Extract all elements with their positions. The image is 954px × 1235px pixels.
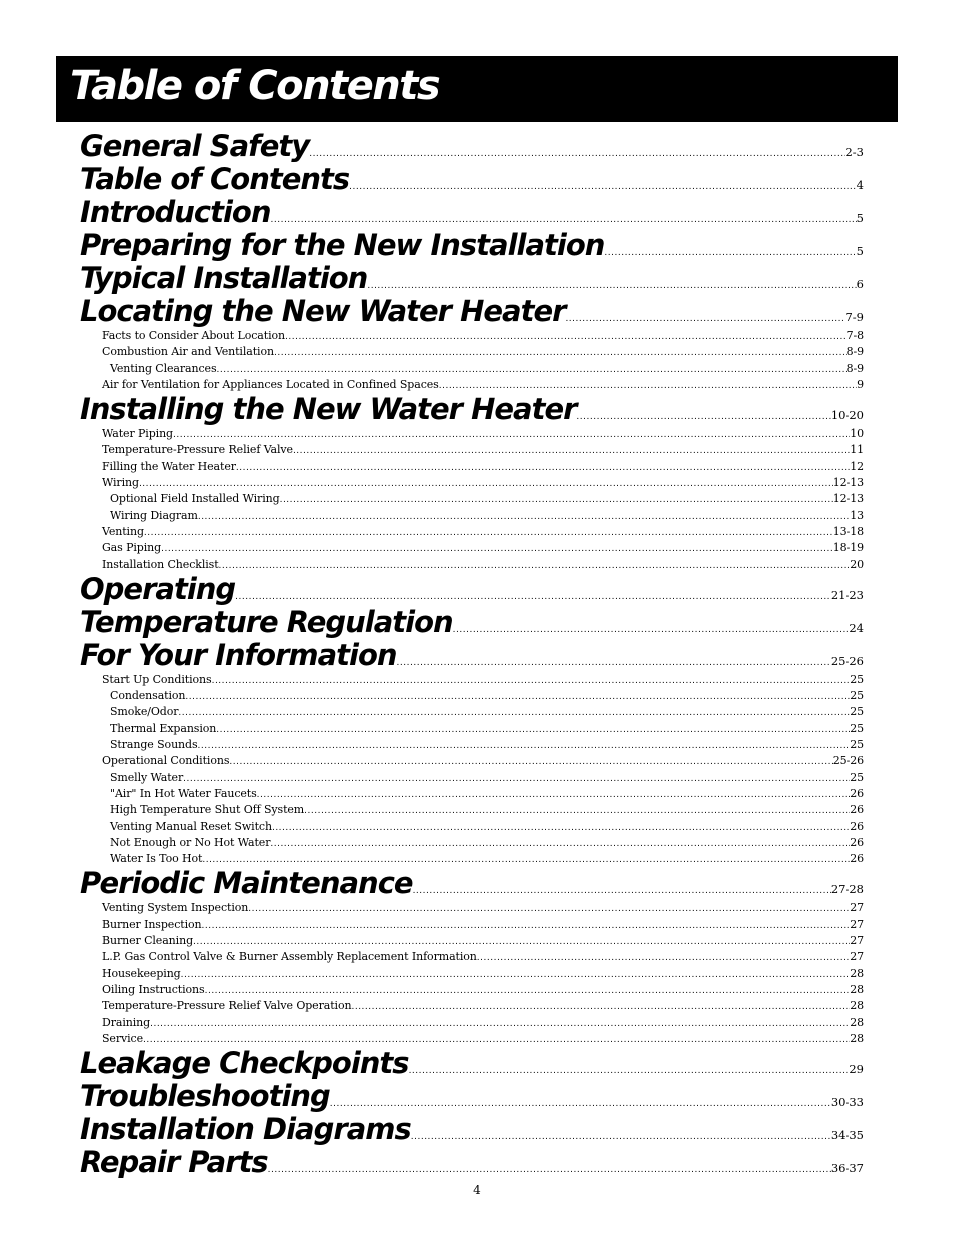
toc-entry-page: 7-8 — [846, 329, 864, 342]
toc-section-entry[interactable] — [80, 229, 864, 262]
toc-entry-page: 27 — [850, 901, 864, 915]
toc-entry-label: Burner Inspection — [102, 917, 202, 931]
toc-entry-label: Troubleshooting — [80, 1079, 330, 1114]
toc-section-entry[interactable] — [80, 867, 864, 900]
toc-entry-label: Installation Checklist — [102, 557, 219, 571]
toc-dot-leader — [349, 183, 857, 192]
toc-subsection-entry[interactable] — [80, 786, 864, 802]
toc-dot-leader — [439, 382, 857, 391]
toc-section-entry[interactable] — [80, 262, 864, 295]
toc-entry-page: 28 — [850, 1031, 864, 1045]
title-banner — [56, 56, 898, 122]
toc-entry-label: Start Up Conditions — [102, 672, 212, 686]
toc-entry-page: 25 — [850, 689, 864, 703]
toc-entry-label: Draining — [102, 1015, 151, 1029]
toc-subsection-entry[interactable] — [80, 753, 864, 769]
toc-entry-page: 25 — [850, 672, 864, 686]
toc-entry-label: Water Is Too Hot — [110, 852, 203, 866]
toc-subsection-entry[interactable] — [80, 835, 864, 851]
toc-entry-label: Wiring — [102, 476, 139, 490]
toc-entry-label: Leakage Checkpoints — [80, 1046, 409, 1081]
page-number: 4 — [473, 1183, 481, 1197]
toc-subsection-entry[interactable] — [80, 1015, 864, 1031]
toc-entry-page: 27 — [850, 917, 864, 931]
toc-dot-leader — [604, 249, 856, 258]
toc-entry-label: Introduction — [80, 195, 271, 229]
toc-dot-leader — [268, 1166, 831, 1175]
toc-entry-label: Venting — [102, 524, 144, 538]
toc-entry-page: 8-9 — [846, 361, 864, 375]
toc-dot-leader — [150, 1020, 850, 1029]
toc-entry-label: Smelly Water — [110, 770, 184, 784]
toc-entry-page: 7-9 — [845, 310, 864, 324]
toc-entry-page: 28 — [850, 982, 864, 996]
toc-entry-page: 25 — [850, 770, 864, 784]
toc-subsection-entry[interactable] — [80, 704, 864, 720]
toc-section-entry[interactable] — [80, 1047, 864, 1080]
toc-entry-label: Burner Cleaning — [102, 934, 194, 948]
toc-entry-page: 13 — [850, 508, 864, 522]
toc-entry-label: Wiring Diagram — [110, 508, 198, 522]
toc-subsection-entry[interactable] — [80, 475, 864, 491]
toc-entry-label: Preparing for the New Installation — [80, 228, 605, 262]
toc-entry-label: Strange Sounds — [110, 738, 198, 752]
toc-subsection-entry[interactable] — [80, 426, 864, 442]
toc-entry-label: Installation Diagrams — [80, 1112, 411, 1147]
toc-dot-leader — [216, 726, 850, 735]
toc-entry-page: 12 — [850, 459, 864, 473]
toc-entry-label: "Air" In Hot Water Faucets — [110, 786, 257, 800]
toc-section-entry[interactable] — [80, 606, 864, 639]
toc-entry-page: 10-20 — [830, 408, 864, 423]
toc-dot-leader — [367, 282, 856, 291]
toc-entry-page: 34-35 — [830, 1128, 864, 1143]
toc-dot-leader — [198, 742, 851, 751]
toc-subsection-entry[interactable] — [80, 819, 864, 835]
toc-subsection-entry[interactable] — [80, 900, 864, 916]
toc-entry-label: General Safety — [80, 129, 310, 163]
toc-entry-label: Operational Conditions — [102, 754, 230, 768]
toc-entry-label: Not Enough or No Hot Water — [110, 835, 271, 849]
toc-dot-leader — [248, 905, 850, 914]
toc-dot-leader — [236, 464, 850, 473]
toc-dot-leader — [270, 840, 850, 849]
toc-entry-label: Temperature-Pressure Relief Valve — [102, 443, 293, 457]
toc-subsection-entry[interactable] — [80, 540, 864, 556]
toc-entry-page: 26 — [850, 803, 864, 817]
toc-entry-page: 4 — [856, 178, 864, 192]
toc-entry-label: Combustion Air and Ventilation — [102, 345, 274, 359]
toc-entry-label: Repair Parts — [80, 1145, 268, 1180]
toc-subsection-entry[interactable] — [80, 802, 864, 818]
toc-entry-label: Venting Manual Reset Switch — [110, 819, 272, 833]
toc-entry-label: Venting Clearances — [110, 361, 217, 375]
toc-dot-leader — [235, 593, 831, 602]
toc-section-entry[interactable] — [80, 163, 864, 196]
toc-entry-label: Temperature Regulation — [80, 604, 453, 639]
toc-entry-page: 2-3 — [845, 145, 864, 159]
toc-section-entry[interactable] — [80, 1146, 864, 1179]
toc-entry-page: 5 — [856, 211, 864, 225]
toc-dot-leader — [413, 887, 831, 896]
toc-subsection-entry[interactable] — [80, 737, 864, 753]
toc-subsection-entry[interactable] — [80, 721, 864, 737]
toc-entry-page: 12-13 — [832, 476, 864, 490]
toc-dot-leader — [193, 938, 850, 947]
toc-entry-page: 21-23 — [830, 587, 864, 602]
toc-entry-page: 20 — [850, 557, 864, 571]
toc-dot-leader — [576, 413, 830, 422]
toc-dot-leader — [198, 513, 850, 522]
toc-entry-page: 26 — [850, 786, 864, 800]
toc-dot-leader — [229, 758, 832, 767]
toc-entry-label: Optional Field Installed Wiring — [110, 492, 280, 506]
toc-dot-leader — [411, 1133, 831, 1142]
toc-entry-label: Condensation — [110, 689, 186, 703]
toc-subsection-entry[interactable] — [80, 328, 864, 344]
toc-entry-label: Installing the New Water Heater — [80, 392, 577, 427]
toc-dot-leader — [293, 447, 850, 456]
toc-entry-page: 8-9 — [846, 345, 864, 359]
toc-entry-page: 29 — [849, 1062, 864, 1077]
toc-dot-leader — [409, 1067, 850, 1076]
toc-entry-page: 26 — [850, 819, 864, 833]
toc-subsection-entry[interactable] — [80, 982, 864, 998]
toc-subsection-entry[interactable] — [80, 851, 864, 867]
toc-entry-page: 28 — [850, 1015, 864, 1029]
table-of-contents — [80, 130, 864, 1179]
toc-entry-label: Temperature-Pressure Relief Valve Operation — [102, 999, 352, 1013]
toc-subsection-entry[interactable] — [80, 377, 864, 393]
toc-dot-leader — [304, 807, 850, 816]
toc-subsection-entry[interactable] — [80, 491, 864, 507]
toc-section-entry[interactable] — [80, 295, 864, 328]
toc-entry-page: 13-18 — [832, 524, 864, 538]
toc-dot-leader — [185, 693, 850, 702]
toc-subsection-entry[interactable] — [80, 672, 864, 688]
toc-section-entry[interactable] — [80, 1113, 864, 1146]
toc-dot-leader — [351, 1003, 850, 1012]
toc-subsection-entry[interactable] — [80, 442, 864, 458]
toc-entry-label: Smoke/Odor — [110, 705, 179, 719]
toc-entry-page: 25-26 — [832, 754, 864, 768]
toc-entry-page: 6 — [856, 277, 864, 291]
toc-entry-label: High Temperature Shut Off System — [110, 803, 305, 817]
page-title: Table of Contents — [70, 63, 440, 109]
toc-entry-label: Venting System Inspection — [102, 901, 249, 915]
toc-dot-leader — [212, 677, 851, 686]
toc-entry-label: Service — [102, 1031, 144, 1045]
toc-subsection-entry[interactable] — [80, 949, 864, 965]
toc-subsection-entry[interactable] — [80, 688, 864, 704]
toc-entry-label: Facts to Consider About Location — [102, 329, 285, 342]
toc-section-entry[interactable] — [80, 573, 864, 606]
toc-subsection-entry[interactable] — [80, 998, 864, 1014]
toc-section-entry[interactable] — [80, 639, 864, 672]
toc-subsection-entry[interactable] — [80, 933, 864, 949]
toc-entry-page: 36-37 — [830, 1161, 864, 1176]
toc-entry-page: 27 — [850, 950, 864, 964]
toc-subsection-entry[interactable] — [80, 966, 864, 982]
toc-dot-leader — [144, 529, 833, 538]
toc-dot-leader — [285, 333, 847, 342]
toc-dot-leader — [181, 971, 851, 980]
toc-dot-leader — [217, 366, 847, 375]
toc-entry-label: Water Piping — [102, 427, 173, 441]
toc-entry-page: 5 — [856, 244, 864, 258]
toc-entry-page: 25 — [850, 721, 864, 735]
toc-entry-page: 27-28 — [830, 882, 864, 897]
toc-entry-label: Table of Contents — [80, 162, 350, 196]
toc-entry-label: Typical Installation — [80, 261, 368, 295]
toc-entry-label: Locating the New Water Heater — [80, 294, 566, 328]
toc-entry-label: Filling the Water Heater — [102, 459, 236, 473]
toc-entry-page: 26 — [850, 835, 864, 849]
toc-subsection-entry[interactable] — [80, 459, 864, 475]
toc-dot-leader — [280, 496, 833, 505]
toc-dot-leader — [202, 856, 850, 865]
toc-dot-leader — [202, 922, 851, 931]
toc-entry-label: Housekeeping — [102, 966, 181, 980]
toc-entry-label: L.P. Gas Control Valve & Burner Assembly Replacement Information — [102, 950, 477, 964]
toc-dot-leader — [143, 1036, 850, 1045]
toc-dot-leader — [183, 775, 850, 784]
toc-dot-leader — [173, 431, 850, 440]
toc-dot-leader — [274, 349, 847, 358]
toc-subsection-entry[interactable] — [80, 361, 864, 377]
toc-section-entry[interactable] — [80, 196, 864, 229]
toc-entry-label: Oiling Instructions — [102, 982, 205, 996]
toc-entry-label: Air for Ventilation for Appliances Located in Confined Spaces — [102, 377, 439, 391]
toc-entry-page: 9 — [857, 377, 864, 391]
toc-dot-leader — [397, 659, 831, 668]
toc-dot-leader — [272, 824, 850, 833]
toc-entry-page: 18-19 — [832, 541, 864, 555]
toc-entry-page: 28 — [850, 999, 864, 1013]
toc-entry-page: 24 — [849, 620, 864, 635]
toc-entry-page: 26 — [850, 852, 864, 866]
toc-dot-leader — [257, 791, 851, 800]
toc-entry-page: 12-13 — [832, 492, 864, 506]
toc-entry-label: Gas Piping — [102, 541, 162, 555]
toc-dot-leader — [271, 216, 857, 225]
toc-dot-leader — [139, 480, 833, 489]
toc-dot-leader — [453, 626, 850, 635]
toc-dot-leader — [178, 709, 850, 718]
toc-entry-page: 11 — [850, 443, 864, 457]
toc-dot-leader — [309, 150, 845, 159]
toc-subsection-entry[interactable] — [80, 508, 864, 524]
toc-subsection-entry[interactable] — [80, 557, 864, 573]
toc-entry-page: 27 — [850, 934, 864, 948]
toc-entry-label: Periodic Maintenance — [80, 866, 413, 901]
toc-entry-page: 28 — [850, 966, 864, 980]
toc-section-entry[interactable] — [80, 130, 864, 163]
toc-dot-leader — [330, 1100, 831, 1109]
toc-entry-label: Operating — [80, 571, 236, 606]
toc-subsection-entry[interactable] — [80, 344, 864, 360]
toc-entry-page: 30-33 — [830, 1095, 864, 1110]
toc-entry-page: 25 — [850, 738, 864, 752]
toc-subsection-entry[interactable] — [80, 1031, 864, 1047]
toc-entry-page: 25 — [850, 705, 864, 719]
toc-dot-leader — [477, 954, 850, 963]
toc-entry-page: 10 — [850, 427, 864, 441]
toc-entry-label: For Your Information — [80, 637, 397, 672]
toc-entry-label: Thermal Expansion — [110, 721, 217, 735]
toc-subsection-entry[interactable] — [80, 917, 864, 933]
toc-subsection-entry[interactable] — [80, 770, 864, 786]
toc-subsection-entry[interactable] — [80, 524, 864, 540]
toc-section-entry[interactable] — [80, 1080, 864, 1113]
toc-entry-page: 25-26 — [830, 653, 864, 668]
toc-section-entry[interactable] — [80, 393, 864, 426]
toc-dot-leader — [161, 545, 833, 554]
toc-dot-leader — [205, 987, 851, 996]
toc-dot-leader — [219, 562, 851, 571]
toc-dot-leader — [565, 315, 845, 324]
